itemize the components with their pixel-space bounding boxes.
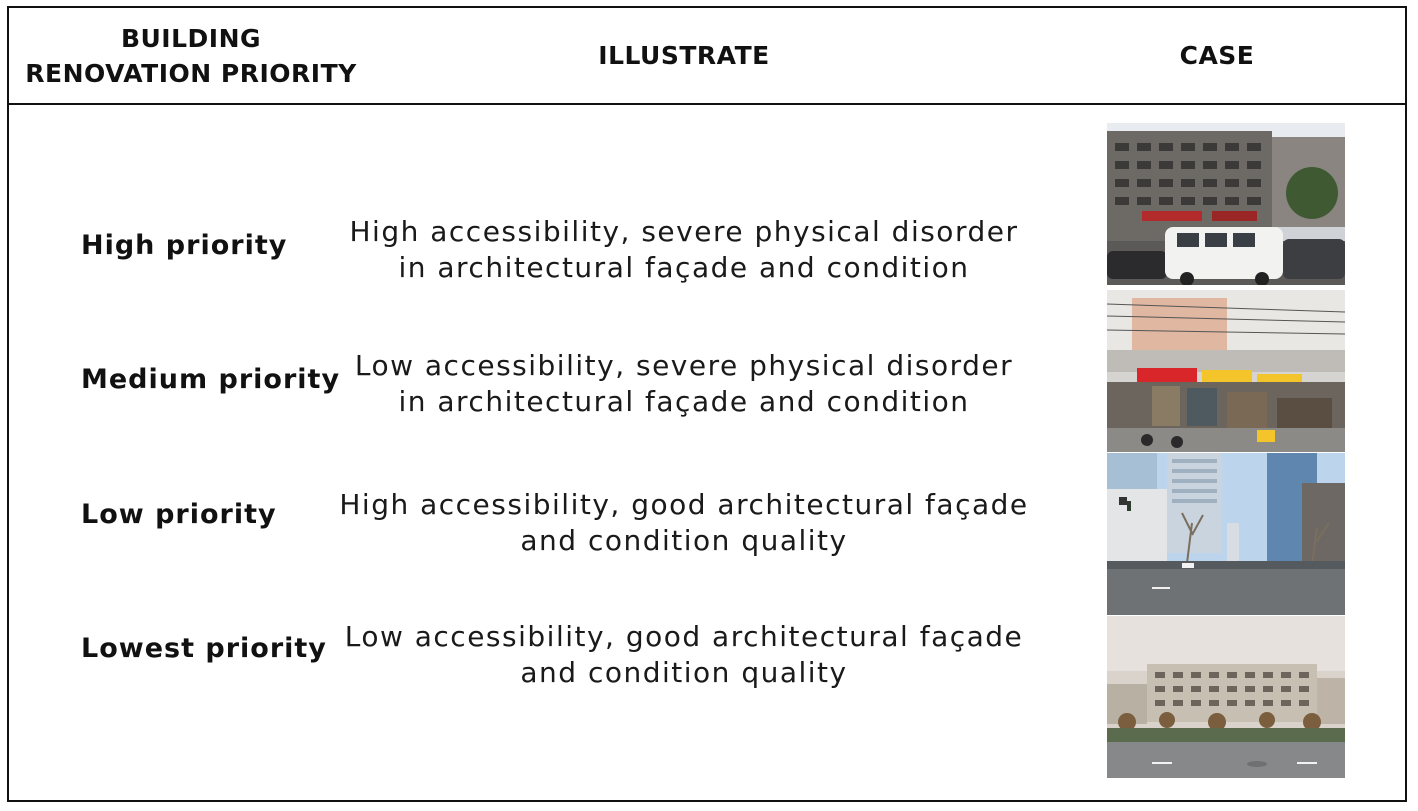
case-photo-medium xyxy=(1107,290,1345,452)
row-desc-high: High accessibility, severe physical disorder in architectural façade and condition xyxy=(349,215,1019,284)
row-desc-low: High accessibility, good architectural façade and condition quality xyxy=(339,488,1029,557)
row-desc-lowest: Low accessibility, good architectural façade and condition quality xyxy=(344,620,1024,689)
row-label-high: High priority xyxy=(81,230,288,261)
header-priority xyxy=(9,8,373,103)
case-photo-low xyxy=(1107,453,1345,615)
header-case: CASE xyxy=(1179,41,1255,70)
priority-table xyxy=(7,6,1407,802)
row-label-lowest: Lowest priority xyxy=(81,633,327,664)
case-photo-lowest xyxy=(1107,616,1345,778)
case-photo-high xyxy=(1107,123,1345,285)
table-header xyxy=(9,8,1405,105)
row-label-low: Low priority xyxy=(81,499,277,530)
header-illustrate: ILLUSTRATE xyxy=(598,41,770,70)
row-desc-medium: Low accessibility, severe physical disorder in architectural façade and condition xyxy=(354,349,1014,418)
header-priority-text: BUILDING RENOVATION PRIORITY xyxy=(25,23,357,88)
row-label-medium: Medium priority xyxy=(81,364,341,395)
